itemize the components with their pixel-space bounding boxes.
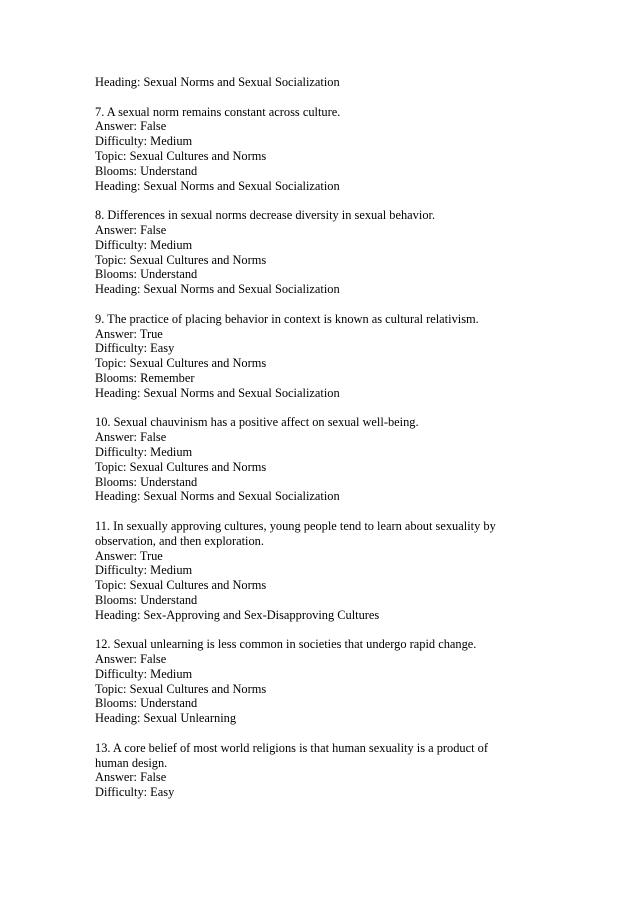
topic-line: Topic: Sexual Cultures and Norms (95, 681, 267, 696)
topic-line: Topic: Sexual Cultures and Norms (95, 459, 267, 474)
top-heading-block (95, 75, 535, 90)
question-text: 7. A sexual norm remains constant across culture. (95, 104, 341, 119)
question-block-8 (95, 208, 535, 297)
difficulty-line: Difficulty: Easy (95, 341, 175, 356)
topic-line: Topic: Sexual Cultures and Norms (95, 578, 267, 593)
topic-line: Topic: Sexual Cultures and Norms (95, 252, 267, 267)
answer-line: Answer: False (95, 222, 167, 237)
difficulty-line: Difficulty: Medium (95, 134, 193, 149)
question-text-continued: observation, and then exploration. (95, 533, 264, 548)
heading-line: Heading: Sexual Unlearning (95, 711, 237, 726)
difficulty-line: Difficulty: Medium (95, 444, 193, 459)
question-text: 11. In sexually approving cultures, young people tend to learn about sexuality by (95, 518, 496, 533)
blooms-line: Blooms: Understand (95, 163, 198, 178)
question-text-continued: human design. (95, 755, 168, 770)
blooms-line: Blooms: Remember (95, 370, 195, 385)
question-block-11 (95, 519, 535, 623)
question-text: 13. A core belief of most world religions is that human sexuality is a product of (95, 740, 488, 755)
heading-line: Heading: Sexual Norms and Sexual Socialization (95, 75, 340, 89)
answer-line: Answer: True (95, 326, 163, 341)
question-block-12 (95, 637, 535, 726)
blooms-line: Blooms: Understand (95, 267, 198, 282)
answer-line: Answer: False (95, 652, 167, 667)
difficulty-line: Difficulty: Easy (95, 785, 175, 800)
question-text: 12. Sexual unlearning is less common in societies that undergo rapid change. (95, 637, 477, 652)
heading-line: Heading: Sex-Approving and Sex-Disapproving Cultures (95, 607, 380, 622)
question-block-13 (95, 741, 535, 800)
blooms-line: Blooms: Understand (95, 696, 198, 711)
difficulty-line: Difficulty: Medium (95, 237, 193, 252)
heading-line: Heading: Sexual Norms and Sexual Socialization (95, 385, 340, 400)
document-page (95, 75, 535, 815)
answer-line: Answer: False (95, 770, 167, 785)
topic-line: Topic: Sexual Cultures and Norms (95, 148, 267, 163)
blooms-line: Blooms: Understand (95, 592, 198, 607)
answer-line: Answer: False (95, 119, 167, 134)
question-block-10 (95, 415, 535, 504)
heading-line: Heading: Sexual Norms and Sexual Socialization (95, 178, 340, 193)
blooms-line: Blooms: Understand (95, 474, 198, 489)
difficulty-line: Difficulty: Medium (95, 666, 193, 681)
answer-line: Answer: False (95, 430, 167, 445)
question-block-9 (95, 312, 535, 401)
topic-line: Topic: Sexual Cultures and Norms (95, 356, 267, 371)
answer-line: Answer: True (95, 548, 163, 563)
question-text: 10. Sexual chauvinism has a positive affect on sexual well-being. (95, 415, 419, 430)
question-block-7 (95, 105, 535, 194)
difficulty-line: Difficulty: Medium (95, 563, 193, 578)
heading-line: Heading: Sexual Norms and Sexual Socialization (95, 489, 340, 504)
question-text: 9. The practice of placing behavior in context is known as cultural relativism. (95, 311, 479, 326)
heading-line: Heading: Sexual Norms and Sexual Socialization (95, 282, 340, 297)
question-text: 8. Differences in sexual norms decrease diversity in sexual behavior. (95, 208, 436, 223)
